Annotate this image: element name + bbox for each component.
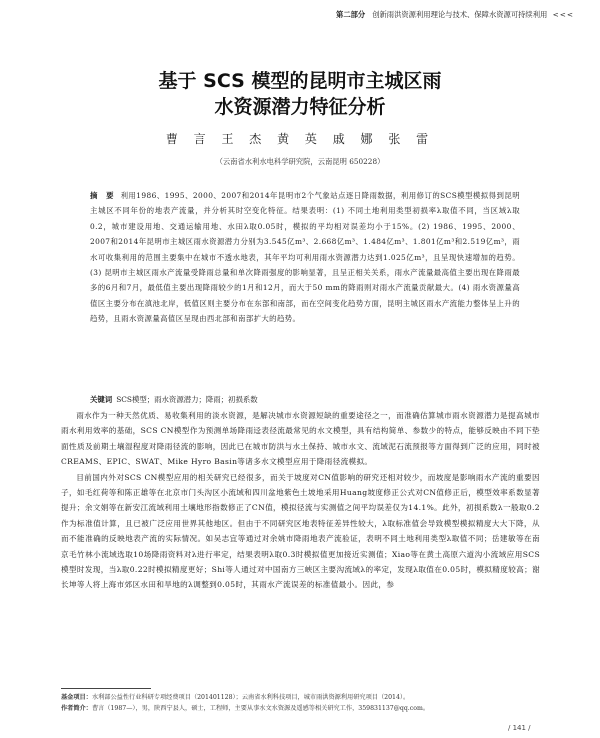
keywords-text: SCS模型；雨水资源潜力；降雨；初损系数 (116, 395, 258, 404)
running-header (0, 6, 600, 24)
affiliation: （云南省水利水电科学研究院，云南昆明 650228） (215, 157, 385, 166)
abstract-label: 摘 要 (90, 191, 117, 200)
keywords-label: 关键词 (90, 395, 113, 404)
footnote-author (61, 703, 540, 714)
footnote-author-text: 曹言（1987—），男，陕西宁县人，硕士，工程师，主要从事水文水资源及遥感等相关研究工作，359831137@qq.com。 (91, 705, 430, 712)
paper-title (0, 68, 600, 120)
header-section-title: 创新雨洪资源利用理论与技术、保障水资源可持续利用 (372, 10, 548, 19)
page-number: / 141 / (508, 724, 531, 732)
footnote-author-label: 作者简介： (61, 705, 92, 712)
body-paragraph-1: 雨水作为一种天然优质、易收集利用的淡水资源，是解决城市水资源短缺的重要途径之一，而准确估算城市雨水资源潜力是提高城市雨水利用效率的基础，SCS CN模型作为预测单场降雨迳表径流最常见的水文模型，具有结构简单、参数少的特点，能够反映由不同下垫面性质及前期土壤湿程度对降雨径流的影响，因此已在城市防洪与水土保持、城市水文、流域泥石流预报等方面得到广泛的应用，同时被CREAMS、EPIC、SWAT、Mike Hyro Basin等诸多水文模型应用于降雨径流模拟。 (61, 411, 540, 467)
footnote-divider (61, 688, 151, 689)
footnotes (61, 692, 540, 714)
header-chevrons: <<< (552, 10, 574, 19)
footnote-fund (61, 692, 540, 703)
abstract-text: 利用1986、1995、2000、2007和2014年昆明市2个气象站点逐日降雨数据，利用修订的SCS模型模拟得到昆明主城区不同年份的地表产流量，并分析其时空变化特征。结果表明：(1) 不同土地利用类型初损率λ取值不同，当区域λ取0.2，城市建设用地、交通运输用地、水田λ取0.05时，模拟的平均相对误差均小于15%。(2) 1986、1995、2000、2007和2014年昆明市主城区雨水资源潜力分别为3.545亿m³、2.668亿m³、1.484亿m³、1.801亿m³和2.519亿m³，雨水可收集利用的范围主要集中在城市不透水地表，其年平均可利用雨水资源潜力达到1.025亿m³，且呈现快速增加的趋势。(3) 昆明市主城区雨水产流量受降雨总量和单次降雨强度的影响显著，且呈正相关关系，雨水产流量最高值主要出现在降雨最多的6月和7月，最低值主要出现降雨较少的1月和12月，而大于50 mm的降雨则对雨水产流量贡献最大。(4) 雨水资源量高值区主要分布在滇池北岸，低值区则主要分布在东部和南部，而在空间变化趋势方面，昆明主城区雨水产流能力整体呈上升的趋势，且雨水资源量高值区呈现由西北部和南部扩大的趋势。 (90, 191, 520, 324)
footnote-fund-label: 基金项目： (61, 694, 92, 701)
title-line-2: 水资源潜力特征分析 (214, 96, 386, 118)
body-paragraph-2: 目前国内外对SCS CN模型应用的相关研究已经很多，而关于坡度对CN值影响的研究还相对较少，而坡度是影响雨水产流的重要因子，如毛红荷等和陈正雄等在北京市门头沟区小流域和四川盆地紫色土坡地采用Huang坡度修正公式对CN值修正后，模型效率系数显著提升；余文娟等在新安江流域利用土壤地形指数修正了CN值，模拟径流与实测值之间平均误差仅为14.1%。此外，初损系数λ一般取0.2作为标准值计算，且已被广泛应用世界其他地区。但由于不同研究区地表特征差异性较大，λ取标准值会导致模型模拟精度大大下降，从而不能准确的反映地表产流的实际情况。如吴志宜等通过对余姚市降雨地表产流验证，表明不同土地利用类型λ取值不同；岳建敏等在南京毛竹林小流域选取10场降雨资料对λ进行率定，结果表明λ取0.3时模拟值更加接近实测值；Xiao等在黄土高原六道沟小流域应用SCS模型时发现，当λ取0.22时模拟精度更好；Shi等人通过对中国南方三峡区主要沟流域λ的率定，发现λ取值在0.05时，模拟精度较高；谢长坤等人将上海市郊区水田和旱地的λ调整到0.05时，其雨水产流误差的标准值最小。因此，参 (61, 472, 540, 590)
abstract (90, 188, 520, 327)
author-list: 曹 言 王 杰 黄 英 戚 娜 张 雷 (165, 132, 435, 146)
body-text (61, 408, 540, 593)
keywords (90, 393, 520, 407)
footnote-fund-text: 水利部公益性行业科研专项经费项目（201401128）；云南省水利科技项目，城市雨洪资源利用研究项目（2014）。 (91, 694, 410, 701)
header-part-label: 第二部分 (336, 10, 366, 19)
title-line-1: 基于 SCS 模型的昆明市主城区雨 (158, 70, 442, 92)
